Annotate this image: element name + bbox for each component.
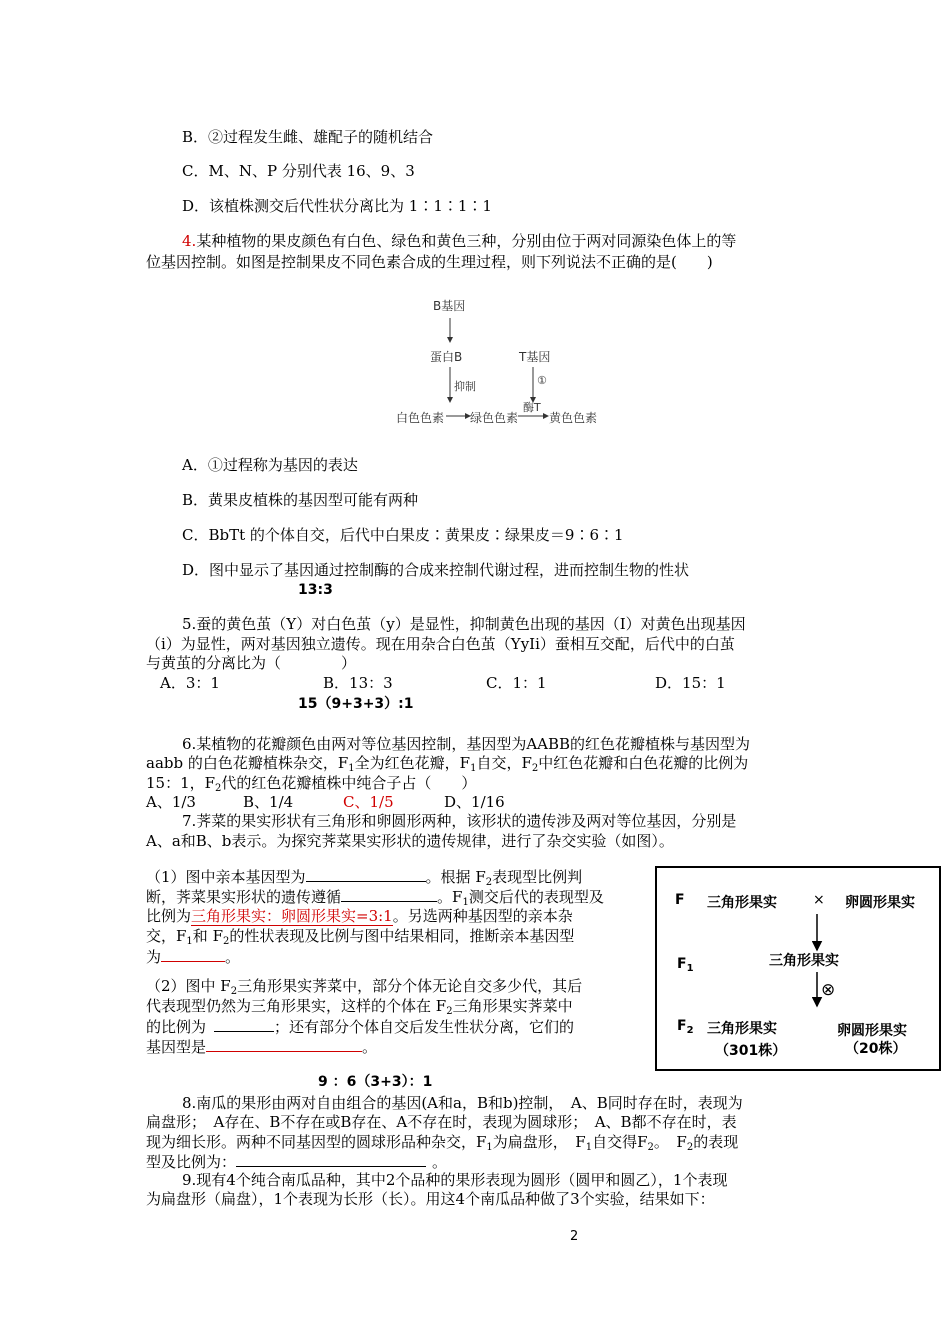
subscript: 2 — [531, 763, 539, 774]
cross-symbol: × — [813, 892, 825, 908]
parent-triangle: 三角形果实 — [707, 895, 777, 911]
q7-text: 的性状表现及比例与图中结果相同，推断亲本基因型 — [229, 927, 575, 945]
q4-option-d: D．图中显示了基因通过控制酶的合成来控制代谢过程，进而控制生物的性状 — [182, 561, 690, 579]
q4-stem-line1 — [182, 231, 736, 251]
page-number: 2 — [570, 1229, 579, 1244]
subscript: 1 — [585, 1142, 593, 1153]
q7-text: 三角形果实荠菜中 — [452, 997, 573, 1015]
f1-letter: F — [677, 956, 687, 972]
q7-p2-line4 — [146, 1036, 377, 1057]
q7-note: 9 ：6（3+3）：1 — [318, 1074, 433, 1090]
subscript: 2 — [485, 877, 493, 888]
white-pigment-label: 白色色素 — [396, 411, 445, 425]
q7-text: 。另选两种基因型的亲本杂 — [392, 907, 573, 925]
q7-text: 。 — [225, 948, 241, 966]
inhibit-label: 抑制 — [454, 380, 476, 393]
q5-line2: （i）为显性，两对基因独立遗传。现在用杂合白色茧（YyIi）蚕相互交配，后代中的白茧 — [146, 635, 735, 653]
q3-option-d: D．该植株测交后代性状分离比为 1∶1∶1∶1 — [182, 197, 492, 215]
f2-oval-count: （20株） — [845, 1041, 907, 1057]
subscript: 1 — [470, 763, 477, 774]
q8-line1: 8.南瓜的果形由两对自由组合的基因(A和a，B和b)控制， A、B同时存在时，表现为 — [182, 1094, 743, 1112]
q7-text: 。根据 F — [425, 868, 486, 886]
green-pigment-label: 绿色色素 — [470, 411, 519, 425]
parent-label: F — [675, 892, 685, 908]
q7-p2-line3 — [146, 1016, 574, 1037]
subscript: 1 — [462, 897, 469, 908]
q6-option-b: B、1/4 — [243, 793, 294, 811]
q6-text: 全为红色花瓣，F — [354, 754, 471, 772]
f2-triangle-count: （301株） — [715, 1043, 787, 1059]
q4-stem-text: 某种植物的果皮颜色有白色、绿色和黄色三种，分别由位于两对同源染色体上的等 — [196, 232, 737, 250]
q4-stem-line2: 位基因控制。如图是控制果皮不同色素合成的生理过程，则下列说法不正确的是( ) — [146, 253, 713, 271]
q7-text: 基因型是 — [146, 1038, 207, 1056]
q8-text: 自交得F — [592, 1133, 648, 1151]
step-one-mark: ① — [537, 374, 547, 387]
f1-label — [677, 956, 694, 974]
note-13-3: 13:3 — [298, 582, 333, 598]
subscript: 2 — [230, 986, 238, 997]
q6-text: 自交，F — [476, 754, 532, 772]
q7-text: 比例为 — [146, 907, 192, 925]
q7-text: 代表现型仍然为三角形果实，这样的个体在 F — [146, 997, 447, 1015]
answer-blank[interactable] — [214, 1016, 274, 1032]
q7-text: 的比例为 — [146, 1018, 207, 1036]
subscript: 2 — [222, 936, 230, 947]
subscript: 2 — [647, 1142, 654, 1153]
q4-option-b: B．黄果皮植株的基因型可能有两种 — [182, 491, 419, 509]
q9-line1: 9.现有4个纯合南瓜品种，其中2个品种的果形表现为圆形（圆甲和圆乙），1个表现 — [182, 1171, 728, 1189]
q8-text: 为扁盘形， F — [492, 1133, 586, 1151]
q8-text: 。 — [432, 1153, 448, 1171]
q6-line1: 6.某植物的花瓣颜色由两对等位基因控制，基因型为AABB的红色花瓣植株与基因型为 — [182, 735, 751, 753]
selfing-symbol: ⊗ — [821, 980, 836, 1000]
q7-line1: 7.荠菜的果实形状有三角形和卵圆形两种，该形状的遗传涉及两对等位基因，分别是 — [182, 812, 737, 830]
q7-text: （2）图中 F — [146, 977, 231, 995]
subscript: 1 — [186, 936, 193, 947]
q7-text: 交，F — [146, 927, 187, 945]
answer-blank[interactable] — [236, 1151, 426, 1167]
q6-text: 15：1，F — [146, 774, 216, 792]
subscript: 2 — [686, 1142, 694, 1153]
q4-option-c: C．BbTt 的个体自交，后代中白果皮∶黄果皮∶绿果皮＝9∶6∶1 — [182, 526, 624, 544]
subscript: 2 — [686, 1025, 694, 1036]
q6-option-a: A、1/3 — [146, 793, 196, 811]
answer-blank[interactable] — [206, 1036, 362, 1052]
q4-option-a: A．①过程称为基因的表达 — [182, 456, 358, 474]
q8-text: 。 F — [653, 1133, 687, 1151]
q6-text: 代的红色花瓣植株中纯合子占（ ） — [221, 774, 477, 792]
f2-triangle: 三角形果实 — [707, 1021, 777, 1037]
subscript: 1 — [348, 763, 355, 774]
q8-text: 现为细长形。两种不同基因型的圆球形品种杂交，F — [146, 1133, 487, 1151]
answer-blank[interactable] — [341, 886, 437, 902]
q5-option-a: A．3：1 — [160, 674, 220, 692]
subscript: 1 — [686, 963, 694, 974]
q7-text: 。 — [362, 1038, 378, 1056]
q8-line2: 扁盘形； A存在、B不存在或B存在、A不存在时，表现为圆球形； A、B都不存在时，表 — [146, 1113, 737, 1131]
q8-text: 的表现 — [693, 1133, 739, 1151]
protein-b-label: 蛋白B — [430, 350, 463, 364]
q3-option-b: B．②过程发生雌、雄配子的随机结合 — [182, 128, 434, 146]
q6-text: 中红色花瓣和白色花瓣的比例为 — [538, 754, 749, 772]
q5-option-b: B．13：3 — [323, 674, 393, 692]
f2-label — [677, 1018, 694, 1036]
q5-option-d: D．15：1 — [655, 674, 726, 692]
b-gene-label: B基因 — [433, 299, 466, 313]
q7-p1-line5 — [146, 946, 240, 967]
q6-option-d: D、1/16 — [444, 793, 505, 811]
f2-letter: F — [677, 1018, 687, 1034]
q7-text: 测交后代的表现型及 — [468, 888, 604, 906]
q7-text: 。F — [437, 888, 463, 906]
q8-line4 — [146, 1151, 447, 1172]
q3-option-c: C．M、N、P 分别代表 16、9、3 — [182, 162, 415, 180]
q7-text: 和 F — [192, 927, 223, 945]
q6-option-c: C、1/5 — [343, 793, 394, 811]
q4-number: 4. — [182, 232, 197, 250]
q5-line1: 5.蚕的黄色茧（Y）对白色茧（y）是显性，抑制黄色出现的基因（I）对黄色出现基因 — [182, 615, 746, 633]
q5-option-c: C．1：1 — [486, 674, 547, 692]
subscript: 2 — [446, 1006, 453, 1017]
q7-text: 断，荠菜果实形状的遗传遵循 — [146, 888, 342, 906]
enzyme-t-label: 酶T — [523, 401, 541, 414]
answer-blank[interactable] — [161, 946, 225, 962]
t-gene-label: T基因 — [519, 350, 551, 364]
q7-text: （1）图中亲本基因型为 — [146, 868, 306, 886]
yellow-pigment-label: 黄色色素 — [549, 411, 598, 425]
cross-experiment-box — [655, 866, 941, 1071]
q7-p1-line3 — [146, 906, 573, 926]
q7-text: 为 — [146, 948, 162, 966]
f1-triangle: 三角形果实 — [769, 953, 839, 969]
q8-text: 型及比例为： — [146, 1153, 237, 1171]
subscript: 1 — [486, 1142, 493, 1153]
f2-oval: 卵圆形果实 — [837, 1023, 907, 1039]
q7-text: ；还有部分个体自交后发生性状分离，它们的 — [274, 1018, 575, 1036]
q7-text: 表现型比例判 — [492, 868, 583, 886]
answer-blank[interactable] — [306, 866, 426, 882]
q5-line3: 与黄茧的分离比为（ ） — [146, 654, 357, 672]
parent-oval: 卵圆形果实 — [845, 895, 915, 911]
q9-line2: 为扁盘形（扁盘），1个表现为长形（长）。用这4个南瓜品种做了3个实验，结果如下： — [146, 1190, 715, 1208]
q6-text: aabb 的白色花瓣植株杂交，F — [146, 754, 349, 772]
q5-note: 15（9+3+3）:1 — [298, 696, 414, 712]
subscript: 2 — [215, 783, 222, 794]
q7-line2: A、a和B、b表示。为探究荠菜果实形状的遗传规律，进行了杂交实验（如图）。 — [146, 832, 674, 850]
q7-text: 三角形果实荠菜中，部分个体无论自交多少代，其后 — [237, 977, 583, 995]
q7-ratio-answer: 三角形果实：卵圆形果实=3:1 — [191, 907, 393, 925]
